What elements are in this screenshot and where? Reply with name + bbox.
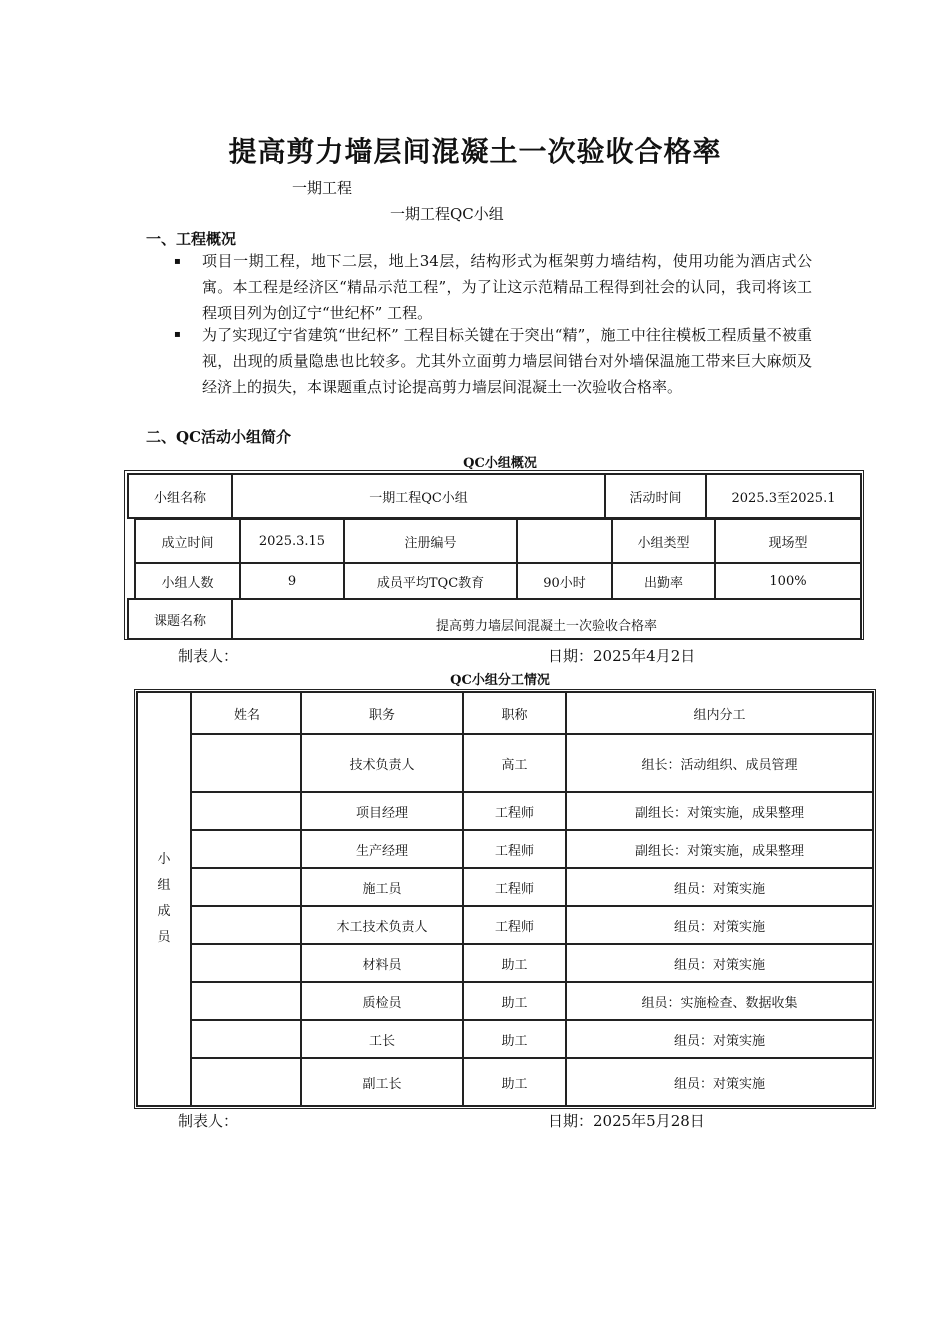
t1-founded-label: 成立时间 [134,518,241,564]
t2-side-label: 小 组 成 员 [136,691,192,1107]
t2-cell-title: 工程师 [462,867,567,907]
t2-cell-position: 技术负责人 [300,733,464,793]
t2-cell-position: 项目经理 [300,791,464,831]
overview-paragraph-1: 项目一期工程，地下二层，地上34层，结构形式为框架剪力墙结构，使用功能为酒店式公寓。本工程是经济区“精品示范工程”，为了让这示范精品工程得到社会的认同，我司将该工程项目列为创辽宁“世纪杯” 工程。 [202,252,812,322]
t1-reg-value [516,518,613,564]
t2-header-name: 姓名 [190,691,302,735]
t2-cell-duty: 组员：对策实施 [565,1057,874,1107]
t2-cell-title: 工程师 [462,791,567,831]
t1-type-value: 现场型 [714,518,862,564]
t1-type-label: 小组类型 [611,518,716,564]
overview-paragraph-2: 为了实现辽宁省建筑“世纪杯” 工程目标关键在于突出“精”，施工中往往模板工程质量不被重视，出现的质量隐患也比较多。尤其外立面剪力墙层间错台对外墙保温施工带来巨大麻烦及经济上的损失，本课题重点讨论提高剪力墙层间混凝土一次验收合格率。 [202,326,812,396]
document-title: 提高剪力墙层间混凝土一次验收合格率 [228,135,722,168]
t1-period-label: 活动时间 [604,473,707,519]
t2-cell-duty: 组员：对策实施 [565,1019,874,1059]
t1-founded-value: 2025.3.15 [239,518,345,564]
project-name: 一期工程 [292,179,353,197]
t2-header-position: 职务 [300,691,464,735]
t2-cell-name [190,981,302,1021]
t2-cell-duty: 组员：对策实施 [565,905,874,945]
t1-group-name-label: 小组名称 [127,473,233,519]
section-heading-qc-group: 二、QC活动小组简介 [146,428,292,446]
t2-date: 日期：2025年5月28日 [548,1112,705,1130]
t2-cell-title: 助工 [462,1019,567,1059]
t2-cell-duty: 组员：对策实施 [565,943,874,983]
t2-cell-title: 工程师 [462,829,567,869]
t1-edu-label: 成员平均TQC教育 [343,562,518,600]
t2-cell-title: 助工 [462,943,567,983]
t2-cell-position: 材料员 [300,943,464,983]
t2-cell-position: 副工长 [300,1057,464,1107]
section-heading-overview: 一、工程概况 [146,230,237,248]
t2-cell-name [190,867,302,907]
bullet-icon: ▪ [174,329,181,340]
t2-cell-title: 助工 [462,1057,567,1107]
t2-cell-name [190,791,302,831]
t2-cell-name [190,1057,302,1107]
t2-cell-name [190,1019,302,1059]
t1-count-label: 小组人数 [134,562,241,600]
t2-cell-name [190,905,302,945]
t2-cell-name [190,733,302,793]
t2-maker-label: 制表人： [178,1112,239,1130]
t1-attend-label: 出勤率 [611,562,716,600]
t2-cell-name [190,829,302,869]
table1-caption: QC小组概况 [463,456,537,471]
t2-cell-duty: 组员：对策实施 [565,867,874,907]
t2-cell-position: 工长 [300,1019,464,1059]
t1-group-name-value: 一期工程QC小组 [231,473,606,519]
t1-topic-value: 提高剪力墙层间混凝土一次验收合格率 [231,598,862,640]
t1-maker-label: 制表人： [178,647,239,665]
t2-cell-position: 木工技术负责人 [300,905,464,945]
t2-header-duty: 组内分工 [565,691,874,735]
t1-attend-value: 100% [714,562,862,600]
table2-caption: QC小组分工情况 [450,673,550,688]
t2-header-title: 职称 [462,691,567,735]
t2-cell-position: 质检员 [300,981,464,1021]
bullet-icon: ▪ [174,256,181,267]
t1-reg-label: 注册编号 [343,518,518,564]
t1-period-value: 2025.3至2025.1 [705,473,862,519]
t2-cell-duty: 副组长：对策实施，成果整理 [565,829,874,869]
t2-cell-title: 助工 [462,981,567,1021]
t1-topic-label: 课题名称 [127,598,233,640]
t2-cell-title: 高工 [462,733,567,793]
t2-cell-duty: 组长：活动组织、成员管理 [565,733,874,793]
t1-count-value: 9 [239,562,345,600]
t2-cell-name [190,943,302,983]
group-name: 一期工程QC小组 [390,205,504,223]
t2-cell-position: 施工员 [300,867,464,907]
t2-cell-position: 生产经理 [300,829,464,869]
t1-date: 日期：2025年4月2日 [548,647,696,665]
t2-cell-duty: 组员：实施检查、数据收集 [565,981,874,1021]
t2-cell-title: 工程师 [462,905,567,945]
t2-cell-duty: 副组长：对策实施，成果整理 [565,791,874,831]
t1-edu-value: 90小时 [516,562,613,600]
